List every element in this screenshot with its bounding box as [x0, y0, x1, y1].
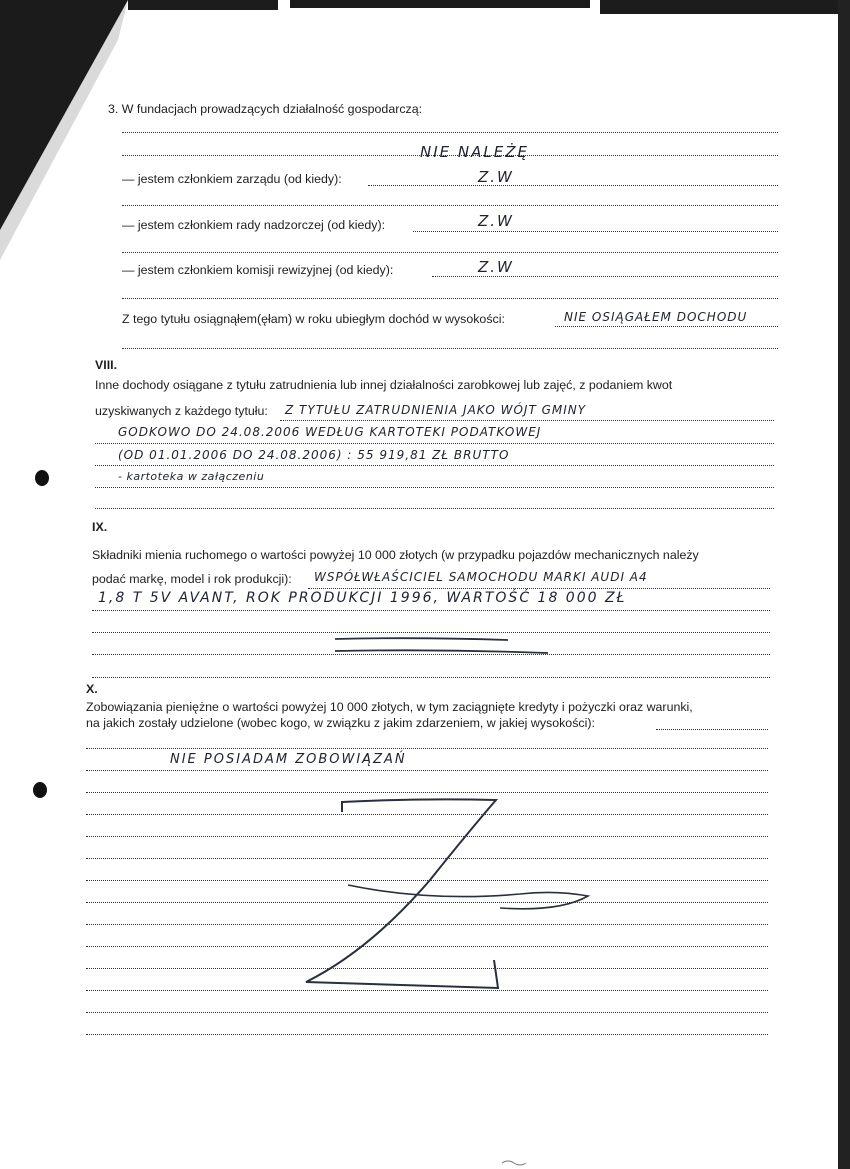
section-9-handwritten-line2: 1,8 T 5V AVANT, ROK PRODUKCJI 1996, WARTOŚĆ 18 000 ZŁ	[98, 590, 627, 606]
section-3-answer-handwritten: NIE NALEŻĘ	[420, 143, 529, 161]
section-8-handwritten-line2: GODKOWO DO 24.08.2006 WEDŁUG KARTOTEKI PODATKOWEJ	[118, 425, 542, 439]
dotted-line	[86, 770, 768, 771]
dotted-line	[122, 132, 778, 133]
dotted-line	[86, 748, 768, 749]
section-9-text-line1: Składniki mienia ruchomego o wartości powyżej 10 000 złotych (w przypadku pojazdów mechanicznych należy	[92, 548, 699, 562]
supervisory-board-value-handwritten: Z.W	[478, 212, 514, 230]
board-member-label: — jestem członkiem zarządu (od kiedy):	[122, 172, 342, 186]
section-8-text-line1: Inne dochody osiągane z tytułu zatrudnienia lub innej działalności zarobkowej lub zajęć, z podaniem kwot	[95, 378, 673, 392]
dotted-line	[95, 465, 774, 466]
dotted-line	[86, 1034, 768, 1035]
section-10-handwritten-answer: NIE POSIADAM ZOBOWIĄZAŃ	[170, 752, 407, 767]
page-footer-scribble	[500, 1157, 530, 1169]
foundation-income-label: Z tego tytułu osiągnąłem(ęłam) w roku ubiegłym dochód w wysokości:	[122, 312, 505, 326]
section-9-handwritten-line1: WSPÓŁWŁAŚCICIEL SAMOCHODU MARKI AUDI A4	[314, 570, 648, 584]
empty-lines-strikethrough	[0, 628, 850, 658]
section-8-text-line2: uzyskiwanych z każdego tytułu:	[95, 404, 268, 418]
dotted-line	[656, 729, 768, 730]
z-strikethrough-mark	[0, 790, 850, 1010]
dotted-line	[280, 420, 774, 421]
foundation-income-value-handwritten: NIE OSIĄGAŁEM DOCHODU	[564, 310, 748, 324]
dotted-line	[413, 231, 778, 232]
dotted-line	[95, 487, 774, 488]
dotted-line	[122, 252, 778, 253]
punch-hole-top	[35, 470, 49, 486]
dotted-line	[122, 205, 778, 206]
section-10-text-line1: Zobowiązania pieniężne o wartości powyżej 10 000 złotych, w tym zaciągnięte kredyty i pożyczki oraz warunki,	[86, 700, 693, 714]
dotted-line	[92, 677, 770, 678]
dotted-line	[122, 298, 778, 299]
section-10-text-line2: na jakich zostały udzielone (wobec kogo, w związku z jakim zdarzeniem, w jakiej wysokości):	[86, 716, 595, 730]
scan-top-bar-left	[128, 0, 278, 10]
dotted-line	[95, 508, 774, 509]
dotted-line	[308, 588, 770, 589]
audit-committee-value-handwritten: Z.W	[478, 258, 514, 276]
scan-top-bar-mid	[290, 0, 590, 8]
dotted-line	[92, 610, 770, 611]
section-3-heading: 3. W fundacjach prowadzących działalność gospodarczą:	[108, 102, 423, 116]
audit-committee-label: — jestem członkiem komisji rewizyjnej (od kiedy):	[122, 263, 394, 277]
scan-top-bar-right	[600, 0, 850, 14]
dotted-line	[95, 443, 774, 444]
dotted-line	[86, 1012, 768, 1013]
section-9-text-line2: podać markę, model i rok produkcji):	[92, 572, 292, 586]
supervisory-board-label: — jestem członkiem rady nadzorczej (od kiedy):	[122, 218, 386, 232]
dotted-line	[555, 326, 778, 327]
section-8-heading: VIII.	[95, 358, 118, 372]
dotted-line	[368, 185, 778, 186]
section-9-heading: IX.	[92, 520, 108, 534]
dotted-line	[122, 348, 778, 349]
dotted-line	[432, 276, 778, 277]
section-10-heading: X.	[86, 682, 98, 696]
section-8-handwritten-line3: (OD 01.01.2006 DO 24.08.2006) : 55 919,81 ZŁ BRUTTO	[118, 448, 510, 462]
section-8-handwritten-line4: - kartoteka w załączeniu	[118, 470, 265, 483]
board-member-value-handwritten: Z.W	[478, 168, 514, 186]
section-8-handwritten-line1: Z TYTUŁU ZATRUDNIENIA JAKO WÓJT GMINY	[285, 403, 587, 417]
